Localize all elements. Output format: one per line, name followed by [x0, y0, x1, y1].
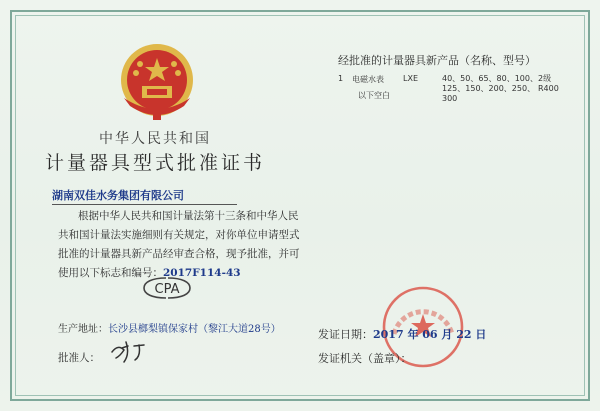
body-paragraph [58, 207, 306, 283]
cpa-mark-text: CPA [154, 282, 180, 297]
body-text: 根据中华人民共和国计量法第十三条和中华人民共和国计量法实施细则有关规定，对你单位申请型式批准的计量器具新产品经审查合格，现予批准，并可使用以下标志和编号： [58, 210, 300, 279]
column-divider [320, 40, 321, 360]
address-value: 长沙县榔梨镇保家村（黎江大道28号） [108, 324, 281, 335]
production-address [58, 320, 318, 335]
national-emblem-icon [112, 40, 202, 124]
handwritten-signature-icon [108, 338, 148, 364]
approver-line [58, 350, 100, 365]
issue-date-label: 发证日期： [318, 328, 373, 341]
product-blank-note: 以下空白 [358, 91, 390, 100]
company-name: 湖南双佳水务集团有限公司 [52, 187, 237, 205]
product-name: 电磁水表 [352, 75, 384, 84]
certificate-title: 计量器具型式批准证书 [44, 152, 265, 174]
product-grade: 2级 R400 [538, 74, 559, 93]
product-model: LXE [403, 74, 418, 83]
address-label: 生产地址： [58, 324, 108, 335]
product-specs: 40、50、65、80、100、125、150、200、250、300 [442, 74, 538, 103]
product-row [338, 72, 570, 102]
country-name: 中华人民共和国 [99, 131, 211, 147]
approval-number: 2017F114-43 [163, 267, 241, 279]
issue-date-value: 2017 年 06 月 22 日 [373, 328, 487, 341]
issue-date [318, 326, 486, 342]
cpa-mark-icon [142, 276, 192, 300]
approver-label: 批准人： [58, 352, 100, 364]
issuing-authority: 发证机关（盖章）： [318, 352, 412, 365]
product-index: 1 [338, 74, 344, 83]
products-title: 经批准的计量器具新产品（名称、型号） [338, 54, 536, 67]
